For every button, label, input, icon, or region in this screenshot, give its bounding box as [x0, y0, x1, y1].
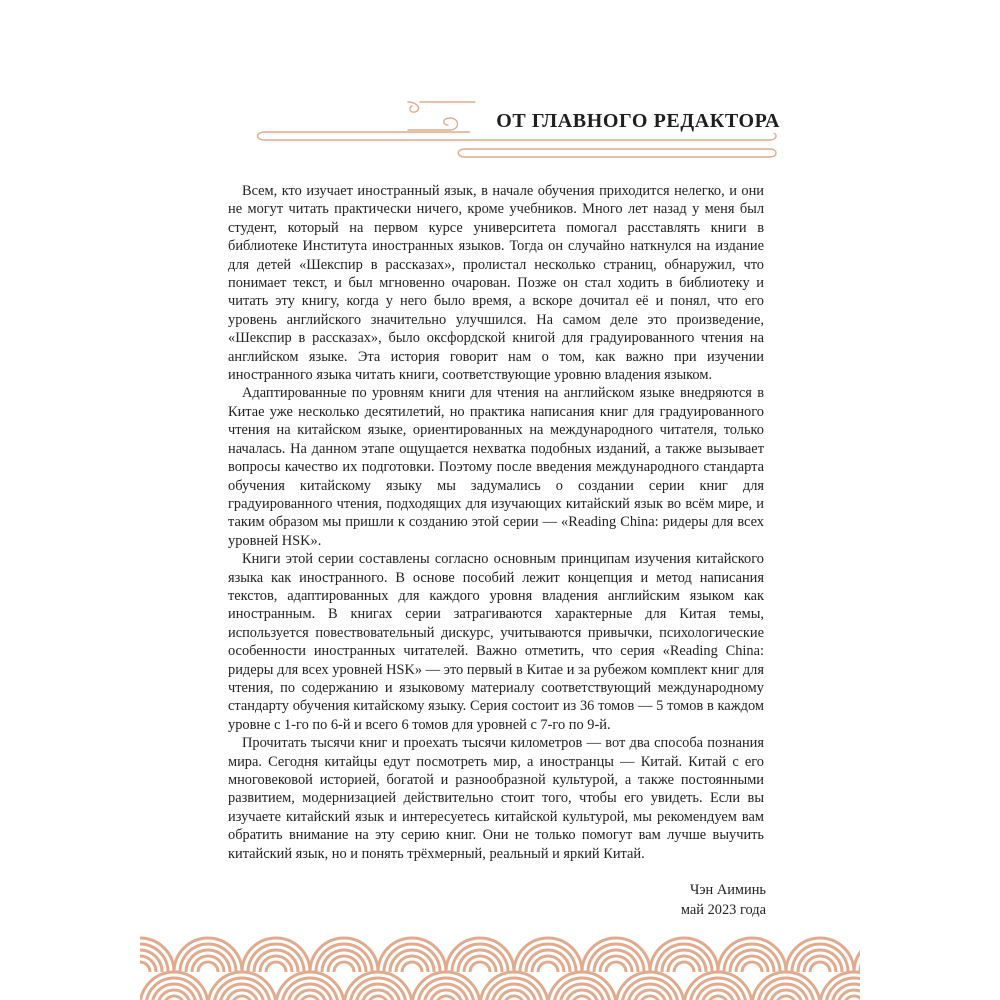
signature-block — [681, 880, 766, 920]
article-body — [228, 182, 764, 863]
paragraph-2: Адаптированные по уровням книги для чтения на английском языке внедряются в Китае уже несколько десятилетий, но практика написания книг для градуированного чтения на китайском языке, ориентированных на международного читателя, только началась. На данном этапе ощущается нехватка подобных изданий, а также вызывает вопросы качество их подготовки. Поэтому после введения международного стандарта обучения китайскому языку мы задумались о создании серии книг для градуированного чтения, подходящих для изучающих китайский язык во всём мире, и таким образом мы пришли к созданию этой серии — «Reading China: ридеры для всех уровней HSK». — [228, 385, 764, 549]
paragraph-1: Всем, кто изучает иностранный язык, в начале обучения приходится нелегко, и они не могут читать практически ничего, кроме учебников. Много лет назад у меня был студент, который на первом курсе университета помогал расставлять книги в библиотеке Института иностранных языков. Тогда он случайно наткнулся на издание для детей «Шекспир в рассказах», пролистал несколько страниц, обнаружил, что понимает текст, и был мгновенно очарован. Позже он стал ходить в библиотеку и читать эту книгу, когда у него было время, а вскоре дочитал её и понял, что его уровень английского значительно улучшился. На самом деле это произведение, «Шекспир в рассказах», было оксфордской книгой для градуированного чтения на английском языке. Эта история говорит нам о том, как важно при изучении иностранного языка читать книги, соответствующие уровню владения языком. — [228, 183, 764, 384]
signature-date: май 2023 года — [680, 902, 766, 918]
paragraph-4: Прочитать тысячи книг и проехать тысячи километров — вот два способа познания мира. Сегодня китайцы едут посмотреть мир, а иностранцы — Китай. Китай с его многовековой историей, богатой и разнообразной культурой, а также постоянными развитием, модернизацией действительно стоит того, чтобы его увидеть. Если вы изучаете китайский язык и интересуетесь китайской культурой, мы рекомендуем вам обратить внимание на эту серию книг. Они не только помогут вам лучше выучить китайский язык, но и понять трёхмерный, реальный и яркий Китай. — [228, 735, 764, 862]
footer-wave-ornament — [140, 932, 860, 1000]
signature-author: Чэн Аиминь — [690, 882, 766, 898]
page-title: ОТ ГЛАВНОГО РЕДАКТОРА — [470, 110, 780, 133]
paragraph-3: Книги этой серии составлены согласно основным принципам изучения китайского языка как иностранного. В основе пособий лежит концепция и метод написания текстов, адаптированных для каждого уровня владения английским языком как иностранным. В книгах серии затрагиваются характерные для Китая темы, используется повествовательный дискурс, учитываются привычки, психологические особенности иностранных читателей. Важно отметить, что серия «Reading China: ридеры для всех уровней HSK» — это первый в Китае и за рубежом комплект книг для чтения, по содержанию и языковому материалу соответствующий международному стандарту обучения китайскому языку. Серия состоит из 36 томов — 5 томов в каждом уровне с 1-го по 6-й и всего 6 томов для уровней с 7-го по 9-й. — [228, 551, 764, 733]
